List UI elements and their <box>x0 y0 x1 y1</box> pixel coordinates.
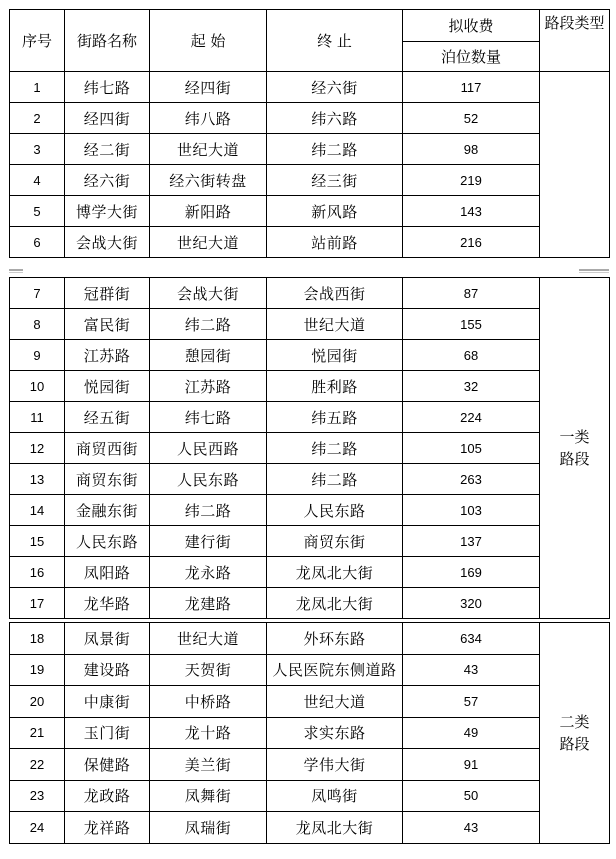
parking-table-part2 <box>9 277 610 619</box>
end-point: 求实东路 <box>267 717 403 749</box>
parking-spaces: 216 <box>403 227 540 258</box>
street-name: 龙政路 <box>65 780 150 812</box>
table-row <box>10 464 610 495</box>
street-name: 纬七路 <box>65 72 150 103</box>
parking-spaces: 320 <box>403 588 540 619</box>
street-name: 经五街 <box>65 402 150 433</box>
start-point: 纬二路 <box>150 309 267 340</box>
table-row <box>10 526 610 557</box>
start-point: 龙建路 <box>150 588 267 619</box>
segment-type-class1: 一类路段 <box>540 278 610 619</box>
end-point: 经三街 <box>267 165 403 196</box>
row-index: 23 <box>10 780 65 812</box>
segment-type-class2: 二类路段 <box>540 623 610 844</box>
end-point: 胜利路 <box>267 371 403 402</box>
table-row <box>10 780 610 812</box>
parking-spaces: 103 <box>403 495 540 526</box>
end-point: 人民医院东侧道路 <box>267 654 403 686</box>
parking-spaces: 52 <box>403 103 540 134</box>
parking-spaces: 91 <box>403 749 540 781</box>
table-row <box>10 433 610 464</box>
start-point: 纬七路 <box>150 402 267 433</box>
parking-spaces: 32 <box>403 371 540 402</box>
row-index: 5 <box>10 196 65 227</box>
start-point: 中桥路 <box>150 686 267 718</box>
row-index: 17 <box>10 588 65 619</box>
table-row <box>10 623 610 655</box>
table-page-break <box>9 267 609 275</box>
table-row <box>10 654 610 686</box>
row-index: 1 <box>10 72 65 103</box>
street-name: 人民东路 <box>65 526 150 557</box>
header-street-name: 街路名称 <box>65 10 150 72</box>
parking-spaces: 49 <box>403 717 540 749</box>
table-row <box>10 371 610 402</box>
row-index: 19 <box>10 654 65 686</box>
street-name: 会战大街 <box>65 227 150 258</box>
table-row <box>10 134 610 165</box>
street-name: 凤阳路 <box>65 557 150 588</box>
table-row <box>10 72 610 103</box>
end-point: 外环东路 <box>267 623 403 655</box>
street-name: 保健路 <box>65 749 150 781</box>
parking-spaces: 219 <box>403 165 540 196</box>
end-point: 世纪大道 <box>267 686 403 718</box>
parking-spaces: 68 <box>403 340 540 371</box>
start-point: 世纪大道 <box>150 227 267 258</box>
start-point: 纬二路 <box>150 495 267 526</box>
start-point: 龙永路 <box>150 557 267 588</box>
street-name: 悦园街 <box>65 371 150 402</box>
row-index: 10 <box>10 371 65 402</box>
table-row <box>10 340 610 371</box>
header-start: 起 始 <box>150 10 267 72</box>
end-point: 凤鸣街 <box>267 780 403 812</box>
end-point: 经六街 <box>267 72 403 103</box>
start-point: 建行街 <box>150 526 267 557</box>
table-row <box>10 196 610 227</box>
start-point: 凤舞街 <box>150 780 267 812</box>
street-name: 中康街 <box>65 686 150 718</box>
start-point: 人民西路 <box>150 433 267 464</box>
table-row <box>10 557 610 588</box>
header-parking-spaces: 泊位数量 <box>403 42 540 72</box>
street-name: 富民街 <box>65 309 150 340</box>
table-row <box>10 402 610 433</box>
parking-spaces: 43 <box>403 654 540 686</box>
street-name: 江苏路 <box>65 340 150 371</box>
parking-spaces: 155 <box>403 309 540 340</box>
parking-spaces: 43 <box>403 812 540 844</box>
end-point: 龙凤北大街 <box>267 557 403 588</box>
end-point: 龙凤北大街 <box>267 588 403 619</box>
start-point: 经六街转盘 <box>150 165 267 196</box>
table-row <box>10 812 610 844</box>
end-point: 纬二路 <box>267 134 403 165</box>
parking-spaces: 143 <box>403 196 540 227</box>
street-name: 商贸东街 <box>65 464 150 495</box>
parking-spaces: 87 <box>403 278 540 309</box>
header-segment-type: 路段类型 <box>540 10 610 72</box>
end-point: 会战西街 <box>267 278 403 309</box>
header-fee: 拟收费 <box>403 10 540 42</box>
street-name: 玉门街 <box>65 717 150 749</box>
table-row <box>10 717 610 749</box>
row-index: 6 <box>10 227 65 258</box>
end-point: 学伟大街 <box>267 749 403 781</box>
row-index: 14 <box>10 495 65 526</box>
street-name: 凤景街 <box>65 623 150 655</box>
end-point: 世纪大道 <box>267 309 403 340</box>
row-index: 8 <box>10 309 65 340</box>
start-point: 龙十路 <box>150 717 267 749</box>
header-end: 终 止 <box>267 10 403 72</box>
row-index: 16 <box>10 557 65 588</box>
start-point: 江苏路 <box>150 371 267 402</box>
row-index: 12 <box>10 433 65 464</box>
row-index: 18 <box>10 623 65 655</box>
end-point: 纬六路 <box>267 103 403 134</box>
start-point: 世纪大道 <box>150 623 267 655</box>
parking-spaces: 137 <box>403 526 540 557</box>
end-point: 商贸东街 <box>267 526 403 557</box>
row-index: 4 <box>10 165 65 196</box>
start-point: 新阳路 <box>150 196 267 227</box>
street-name: 冠群街 <box>65 278 150 309</box>
start-point: 人民东路 <box>150 464 267 495</box>
parking-spaces: 105 <box>403 433 540 464</box>
street-name: 龙祥路 <box>65 812 150 844</box>
parking-spaces: 98 <box>403 134 540 165</box>
parking-spaces: 169 <box>403 557 540 588</box>
table-row <box>10 495 610 526</box>
table-row <box>10 309 610 340</box>
table-row <box>10 227 610 258</box>
start-point: 天贺街 <box>150 654 267 686</box>
row-index: 22 <box>10 749 65 781</box>
parking-spaces: 634 <box>403 623 540 655</box>
row-index: 24 <box>10 812 65 844</box>
row-index: 2 <box>10 103 65 134</box>
parking-table-part3 <box>9 622 610 844</box>
start-point: 世纪大道 <box>150 134 267 165</box>
row-index: 20 <box>10 686 65 718</box>
end-point: 纬二路 <box>267 464 403 495</box>
end-point: 纬二路 <box>267 433 403 464</box>
parking-spaces: 263 <box>403 464 540 495</box>
end-point: 人民东路 <box>267 495 403 526</box>
street-name: 商贸西街 <box>65 433 150 464</box>
table-row <box>10 588 610 619</box>
row-index: 15 <box>10 526 65 557</box>
parking-spaces: 224 <box>403 402 540 433</box>
street-name: 经六街 <box>65 165 150 196</box>
street-name: 建设路 <box>65 654 150 686</box>
table-row <box>10 749 610 781</box>
row-index: 21 <box>10 717 65 749</box>
parking-spaces: 50 <box>403 780 540 812</box>
row-index: 3 <box>10 134 65 165</box>
start-point: 凤瑞街 <box>150 812 267 844</box>
end-point: 悦园街 <box>267 340 403 371</box>
start-point: 经四街 <box>150 72 267 103</box>
parking-table-part1 <box>9 9 610 258</box>
table-row <box>10 278 610 309</box>
parking-spaces: 117 <box>403 72 540 103</box>
row-index: 13 <box>10 464 65 495</box>
start-point: 美兰街 <box>150 749 267 781</box>
start-point: 纬八路 <box>150 103 267 134</box>
start-point: 憩园街 <box>150 340 267 371</box>
header-index: 序号 <box>10 10 65 72</box>
end-point: 纬五路 <box>267 402 403 433</box>
table-row <box>10 165 610 196</box>
row-index: 9 <box>10 340 65 371</box>
table-row <box>10 686 610 718</box>
street-name: 经二街 <box>65 134 150 165</box>
street-name: 龙华路 <box>65 588 150 619</box>
segment-type-cell-blank <box>540 72 610 258</box>
parking-spaces: 57 <box>403 686 540 718</box>
row-index: 11 <box>10 402 65 433</box>
table-row <box>10 103 610 134</box>
end-point: 新风路 <box>267 196 403 227</box>
street-name: 金融东街 <box>65 495 150 526</box>
end-point: 站前路 <box>267 227 403 258</box>
street-name: 经四街 <box>65 103 150 134</box>
end-point: 龙凤北大街 <box>267 812 403 844</box>
street-name: 博学大街 <box>65 196 150 227</box>
row-index: 7 <box>10 278 65 309</box>
start-point: 会战大街 <box>150 278 267 309</box>
